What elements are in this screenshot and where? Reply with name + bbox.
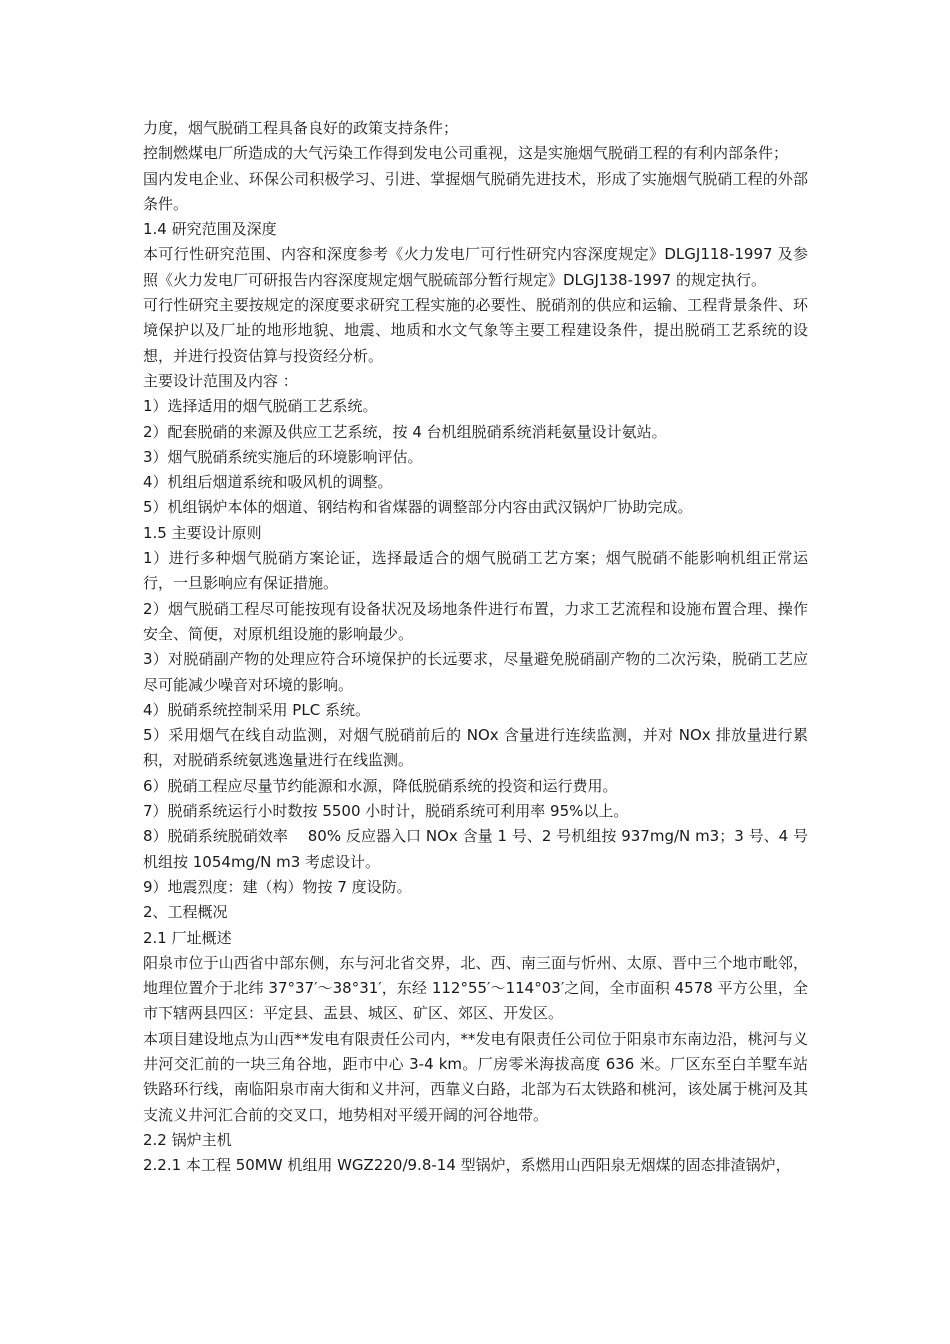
- section-heading: 1.5 主要设计原则: [143, 523, 262, 542]
- list-item: 4）脱硝系统控制采用 PLC 系统。: [143, 700, 370, 719]
- list-item: 1）选择适用的烟气脱硝工艺系统。: [143, 397, 378, 416]
- list-item: 8）脱硝系统脱硝效率 80% 反应器入口 NOx 含量 1 号、2 号机组按 937mg/N m3；3 号、4 号机组按 1054mg/N m3 考虑设计。: [143, 827, 808, 871]
- paragraph: 主要设计范围及内容 ：: [143, 371, 298, 390]
- list-item: 2）烟气脱硝工程尽可能按现有设备状况及场地条件进行布置，力求工艺流程和设施布置合理、操作安全、简便，对原机组设施的影响最少。: [143, 599, 808, 643]
- list-item: 5）采用烟气在线自动监测，对烟气脱硝前后的 NOx 含量进行连续监测，并对 NOx 排放量进行累积，对脱硝系统氨逃逸量进行在线监测。: [143, 726, 808, 770]
- paragraph: 本可行性研究范围、内容和深度参考《火力发电厂可行性研究内容深度规定》DLGJ118-1997 及参照《火力发电厂可研报告内容深度规定烟气脱硫部分暂行规定》DLGJ138-1997 的规定执行。: [143, 245, 808, 289]
- section-heading: 2、工程概况: [143, 903, 228, 922]
- paragraph: 控制燃煤电厂所造成的大气污染工作得到发电公司重视，这是实施烟气脱硝工程的有利内部条件；: [143, 144, 789, 163]
- list-item: 2）配套脱硝的来源及供应工艺系统，按 4 台机组脱硝系统消耗氨量设计氨站。: [143, 422, 667, 441]
- document-body: [143, 116, 808, 1178]
- paragraph: 本项目建设地点为山西**发电有限责任公司内，**发电有限责任公司位于阳泉市东南边沿，桃河与义井河交汇前的一块三角谷地，距市中心 3-4 km。厂房零米海拔高度 636 米。厂区东至白羊墅车站铁路环行线，南临阳泉市南大街和义井河，西靠义白路，北部为石太铁路和桃河，该处属于桃河及其支流义井河汇合前的交叉口，地势相对平缓开阔的河谷地带。: [143, 1029, 808, 1124]
- list-item: 1）进行多种烟气脱硝方案论证，选择最适合的烟气脱硝工艺方案；烟气脱硝不能影响机组正常运行，一旦影响应有保证措施。: [143, 549, 808, 593]
- list-item: 3）对脱硝副产物的处理应符合环境保护的长远要求，尽量避免脱硝副产物的二次污染，脱硝工艺应尽可能减少噪音对环境的影响。: [143, 650, 808, 694]
- paragraph: 可行性研究主要按规定的深度要求研究工程实施的必要性、脱硝剂的供应和运输、工程背景条件、环境保护以及厂址的地形地貌、地震、地质和水文气象等主要工程建设条件，提出脱硝工艺系统的设想，并进行投资估算与投资经分析。: [143, 296, 808, 365]
- paragraph: 力度，烟气脱硝工程具备良好的政策支持条件；: [143, 119, 459, 137]
- list-item: 3）烟气脱硝系统实施后的环境影响评估。: [143, 447, 423, 466]
- list-item: 6）脱硝工程应尽量节约能源和水源，降低脱硝系统的投资和运行费用。: [143, 776, 618, 795]
- section-heading: 2.1 厂址概述: [143, 928, 232, 947]
- paragraph: 国内发电企业、环保公司积极学习、引进、掌握烟气脱硝先进技术，形成了实施烟气脱硝工程的外部条件。: [143, 169, 808, 213]
- paragraph: 阳泉市位于山西省中部东侧，东与河北省交界，北、西、南三面与忻州、太原、晋中三个地市毗邻，地理位置介于北纬 37°37′～38°31′，东经 112°55′～114°03′之间，全市面积 4578 平方公里，全市下辖两县四区：平定县、盂县、城区、矿区、郊区、开发区。: [143, 953, 808, 1023]
- section-heading: 2.2 锅炉主机: [143, 1130, 232, 1149]
- list-item: 4）机组后烟道系统和吸风机的调整。: [143, 473, 393, 492]
- list-item: 9）地震烈度：建（构）物按 7 度设防。: [143, 877, 412, 896]
- list-item: 5）机组锅炉本体的烟道、钢结构和省煤器的调整部分内容由武汉锅炉厂协助完成。: [143, 498, 693, 517]
- list-item: 7）脱硝系统运行小时数按 5500 小时计，脱硝系统可利用率 95%以上。: [143, 802, 629, 821]
- paragraph: 2.2.1 本工程 50MW 机组用 WGZ220/9.8-14 型锅炉，系燃用山西阳泉无烟煤的固态排渣锅炉，: [143, 1156, 791, 1175]
- section-heading: 1.4 研究范围及深度: [143, 220, 277, 239]
